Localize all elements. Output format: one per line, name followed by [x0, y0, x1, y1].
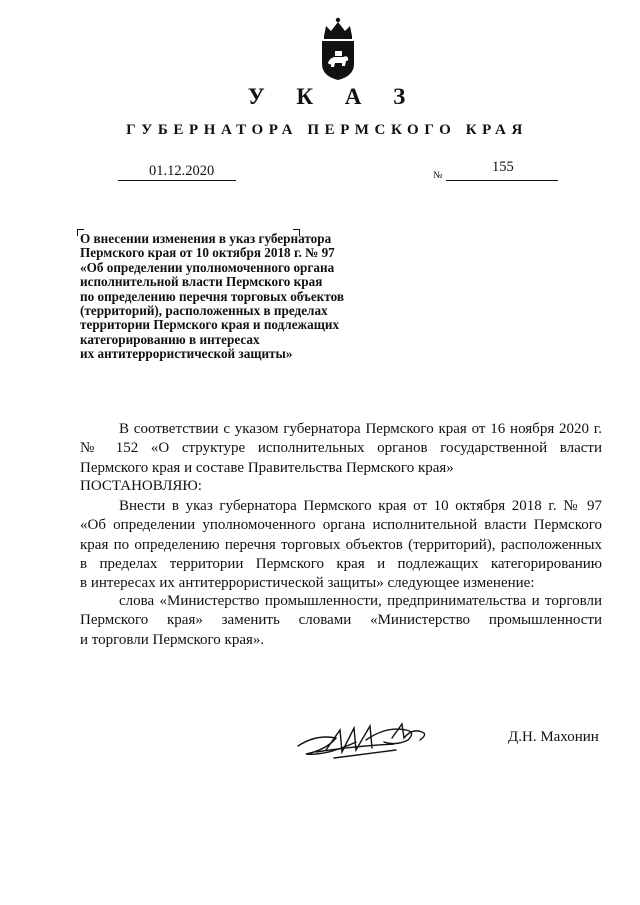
- paragraph-line: края по определению перечня торговых объектов (территорий), расположенных: [80, 536, 602, 553]
- heading-line: их антитеррористической защиты»: [80, 346, 293, 362]
- heading-line: по определению перечня торговых объектов: [80, 288, 344, 304]
- paragraph-line: ПОСТАНОВЛЯЮ:: [80, 478, 202, 494]
- paragraph-line: и торговли Пермского края».: [80, 631, 265, 648]
- heading-line: (территорий), расположенных в пределах: [80, 303, 328, 319]
- heading-line: исполнительной власти Пермского края: [80, 274, 323, 290]
- heading-line: О внесении изменения в указ губернатора: [80, 231, 332, 246]
- heading-line: «Об определении уполномоченного органа: [80, 259, 335, 275]
- paragraph-replacement: [80, 592, 602, 650]
- paragraph-line: Пермского края» заменить словами «Министерство промышленности: [80, 612, 602, 629]
- document-number: 155: [492, 159, 514, 175]
- number-sign: №: [433, 170, 443, 181]
- paragraph-line: в пределах территории Пермского края и подлежащих категорированию: [80, 555, 602, 572]
- paragraph-amendment: [80, 497, 602, 593]
- paragraph-basis: [80, 420, 602, 478]
- handwritten-signature-icon: [296, 716, 436, 764]
- signer-name: Д.Н. Махонин: [508, 729, 599, 745]
- paragraph-line: Пермского края и составе Правительства Пермского края»: [80, 459, 454, 476]
- document-subtitle: ГУБЕРНАТОРА ПЕРМСКОГО КРАЯ: [126, 122, 528, 138]
- document-title: У К А З: [247, 84, 419, 109]
- coat-of-arms-icon: [316, 14, 360, 82]
- document-heading: [80, 232, 400, 362]
- paragraph-line: № 152 «О структуре исполнительных органов государственной власти: [80, 440, 602, 457]
- heading-line: Пермского края от 10 октября 2018 г. № 97: [80, 245, 335, 261]
- paragraph-line: в интересах их антитеррористической защиты» следующее изменение:: [80, 575, 535, 592]
- paragraph-decree: [80, 477, 602, 496]
- paragraph-line: слова «Министерство промышленности, предпринимательства и торговли: [119, 593, 602, 609]
- paragraph-line: В соответствии с указом губернатора Пермского края от 16 ноября 2020 г.: [119, 421, 602, 437]
- number-underline: [446, 180, 558, 181]
- heading-line: категорированию в интересах: [80, 331, 260, 347]
- date-underline: [118, 180, 236, 181]
- paragraph-line: Внести в указ губернатора Пермского края от 10 октября 2018 г. № 97: [119, 498, 602, 514]
- heading-line: территории Пермского края и подлежащих: [80, 317, 340, 333]
- document-date: 01.12.2020: [149, 163, 215, 179]
- paragraph-line: «Об определении уполномоченного органа исполнительной власти Пермского: [80, 517, 602, 534]
